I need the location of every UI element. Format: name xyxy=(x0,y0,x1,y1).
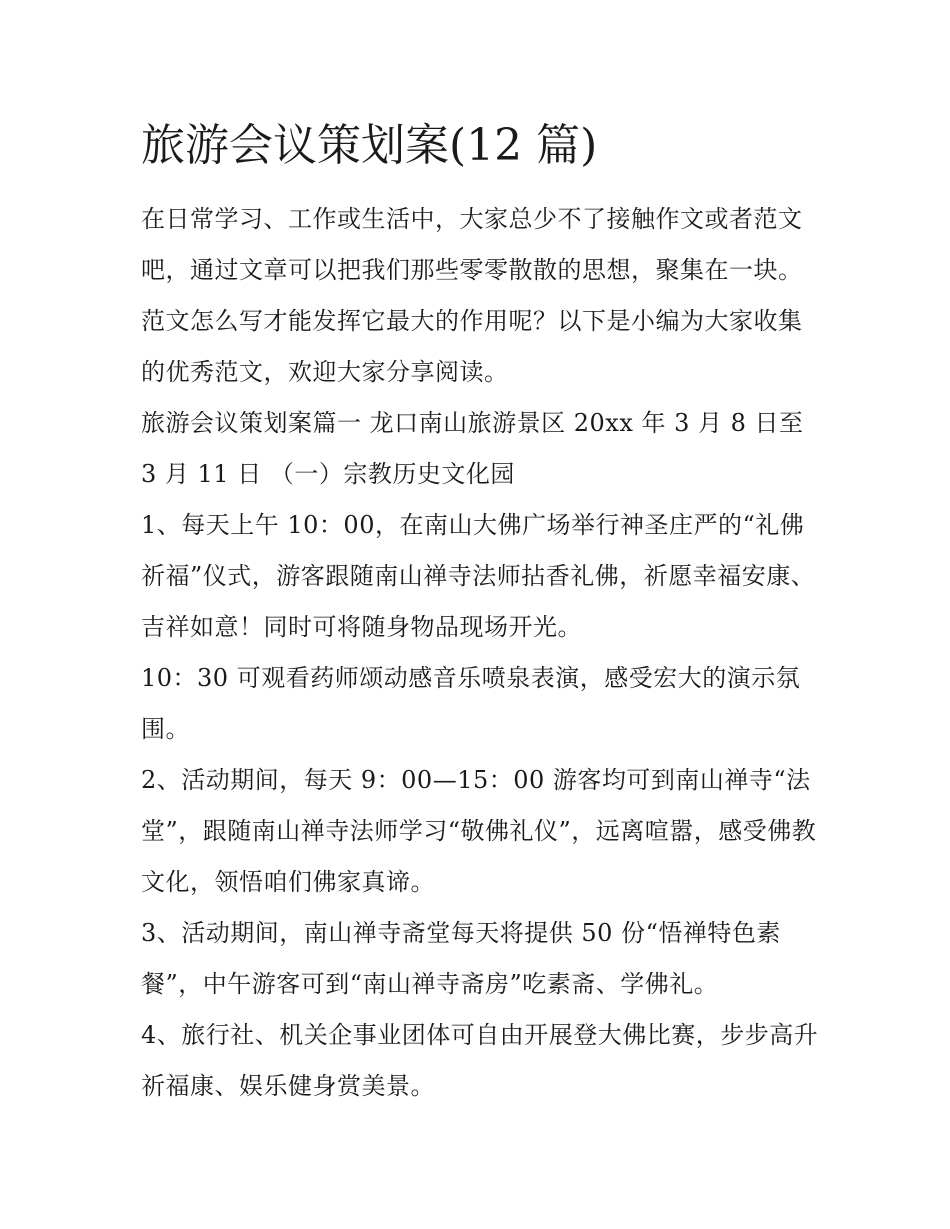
paragraph-item-1-note: 10：30 可观看药师颂动感音乐喷泉表演，感受宏大的演示氛围。 xyxy=(141,664,801,743)
paragraph-item-2: 2、活动期间，每天 9：00—15：00 游客均可到南山禅寺“法堂”，跟随南山禅寺法师学习“敬佛礼仪”，远离喧嚣，感受佛教文化，领悟咱们佛家真谛。 xyxy=(141,766,817,896)
paragraph-item-4: 4、旅行社、机关企事业团体可自由开展登大佛比赛，步步高升祈福康、娱乐健身赏美景。 xyxy=(141,1021,819,1100)
paragraph-item-1: 1、每天上午 10：00，在南山大佛广场举行神圣庄严的“礼佛祈福”仪式，游客跟随南山禅寺法师拈香礼佛，祈愿幸福安康、吉祥如意！同时可将随身物品现场开光。 xyxy=(141,511,816,641)
paragraph-item-3: 3、活动期间，南山禅寺斋堂每天将提供 50 份“悟禅特色素餐”，中午游客可到“南山禅寺斋房”吃素斋、学佛礼。 xyxy=(141,919,781,998)
paragraph-intro: 在日常学习、工作或生活中，大家总少不了接触作文或者范文吧，通过文章可以把我们那些零零散散的思想，聚集在一块。范文怎么写才能发挥它最大的作用呢？以下是小编为大家收集的优秀范文，欢迎大家分享阅读。 xyxy=(141,205,803,386)
document-title: 旅游会议策划案(12 篇) xyxy=(141,120,598,171)
document-body xyxy=(141,110,821,1112)
paragraph-section-heading: 旅游会议策划案篇一 龙口南山旅游景区 20xx 年 3 月 8 日至 3 月 11 日 （一）宗教历史文化园 xyxy=(141,409,804,488)
